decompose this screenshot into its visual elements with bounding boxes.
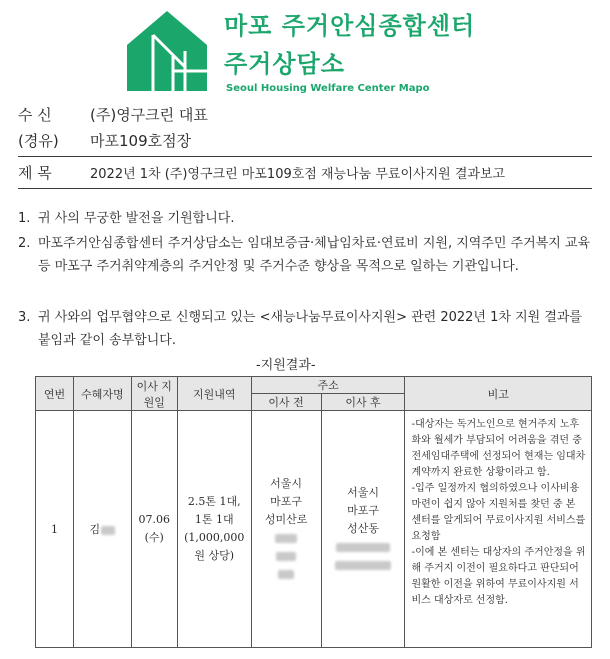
col-header-before: 이사 전	[251, 394, 321, 411]
subject-row	[18, 162, 505, 183]
col-header-recipient: 수혜자명	[73, 377, 131, 411]
redacted-mark	[276, 552, 296, 561]
table-row	[36, 411, 592, 648]
address-line: 마포구	[270, 495, 303, 508]
redacted-mark	[275, 534, 297, 543]
redacted-mark	[278, 570, 294, 579]
detail-line: 원 상당)	[194, 549, 235, 562]
col-header-note: 비고	[405, 377, 592, 411]
col-header-address: 주소	[251, 377, 405, 394]
address-line: 성미산로	[264, 513, 308, 526]
divider	[18, 156, 592, 157]
item-number: 2.	[18, 236, 31, 251]
subject-label: 제 목	[18, 164, 52, 182]
org-name-line2: 주거상담소	[224, 50, 345, 78]
col-header-detail: 지원내역	[177, 377, 251, 411]
date-line: 07.06	[138, 513, 170, 526]
redacted-mark	[336, 543, 390, 552]
item-number: 3.	[18, 310, 31, 325]
cell-detail	[177, 411, 251, 648]
cell-no: 1	[36, 411, 74, 648]
house-logo-icon	[127, 7, 207, 91]
org-english-name: Seoul Housing Welfare Center Mapo	[226, 83, 430, 94]
body-item-3	[18, 306, 593, 352]
item-number: 1.	[18, 211, 31, 226]
cell-date	[131, 411, 177, 648]
item-text: 마포주거안심종합센터 주거상담소는 임대보증금·체납임차료·연료비 지원, 지역주민 주거복지 교육 등 마포구 주거취약계층의 주거안정 및 주거수준 향상을 목적으로 일하는 기관입니다.	[38, 236, 591, 274]
item-text: 귀 사의 무궁한 발전을 기원합니다.	[38, 211, 235, 226]
via-value: 마포109호점장	[90, 132, 192, 150]
address-line: 서울시	[270, 477, 303, 490]
address-line: 마포구	[347, 504, 379, 517]
via-label: (경유)	[18, 132, 59, 150]
recipient-label: 수 신	[18, 106, 52, 124]
address-line: 성산동	[347, 522, 379, 535]
note-paragraph: -입주 일정까지 협의하였으나 이사비용 마련이 쉽지 않아 지원처를 찾던 중 본 센터를 알게되어 무료이사지원 서비스를 요청함	[411, 483, 586, 542]
body-item-2	[18, 232, 593, 278]
redacted-mark	[101, 526, 115, 535]
redacted-line	[253, 547, 320, 565]
subject-value: 2022년 1차 (주)영구크린 마포109호점 재능나눔 무료이사지원 결과보고	[90, 167, 506, 182]
col-header-move-date: 이사 지원일	[131, 377, 177, 411]
via-row	[18, 130, 191, 151]
body-item-1	[18, 207, 593, 230]
redacted-line	[253, 565, 320, 583]
col-header-after: 이사 후	[321, 394, 405, 411]
recipient-value: (주)영구크린 대표	[90, 106, 208, 124]
cell-name	[73, 411, 131, 648]
redacted-line	[323, 538, 404, 556]
detail-line: (1,000,000	[184, 531, 245, 544]
cell-address-before	[251, 411, 321, 648]
redacted-line	[253, 529, 320, 547]
redacted-mark	[335, 561, 391, 570]
recipient-row	[18, 104, 208, 125]
col-header-no: 연번	[36, 377, 74, 411]
address-line: 서울시	[347, 486, 379, 499]
cell-address-after	[321, 411, 405, 648]
result-table	[35, 376, 592, 648]
item-text: 귀 사와의 업무협약으로 신행되고 있는 <새능나눔무료이사지원> 관련 2022년 1차 지원 결과를 붙임과 같이 송부합니다.	[38, 310, 582, 348]
redacted-line	[323, 556, 404, 574]
cell-note	[405, 411, 592, 648]
date-line: (수)	[144, 531, 164, 544]
org-name-line1: 마포 주거안심종합센터	[224, 12, 476, 40]
detail-line: 1톤 1대	[194, 513, 234, 526]
result-title: -지원결과-	[256, 358, 316, 373]
divider	[18, 188, 592, 189]
recipient-name: 김	[89, 523, 101, 536]
detail-line: 2.5톤 1대,	[187, 495, 241, 508]
note-paragraph: -대상자는 독거노인으로 현거주지 노후화와 월세가 부담되어 어려움을 겪던 중 전세임대주택에 선정되어 현재는 임대차계약까지 완료한 상황이라고 함.	[411, 419, 586, 478]
note-paragraph: -이에 본 센터는 대상자의 주거안정을 위해 주거지 이전이 필요하다고 판단되어 원활한 이전을 위하여 무료이사지원 서비스 대상자로 선정함.	[411, 547, 586, 606]
